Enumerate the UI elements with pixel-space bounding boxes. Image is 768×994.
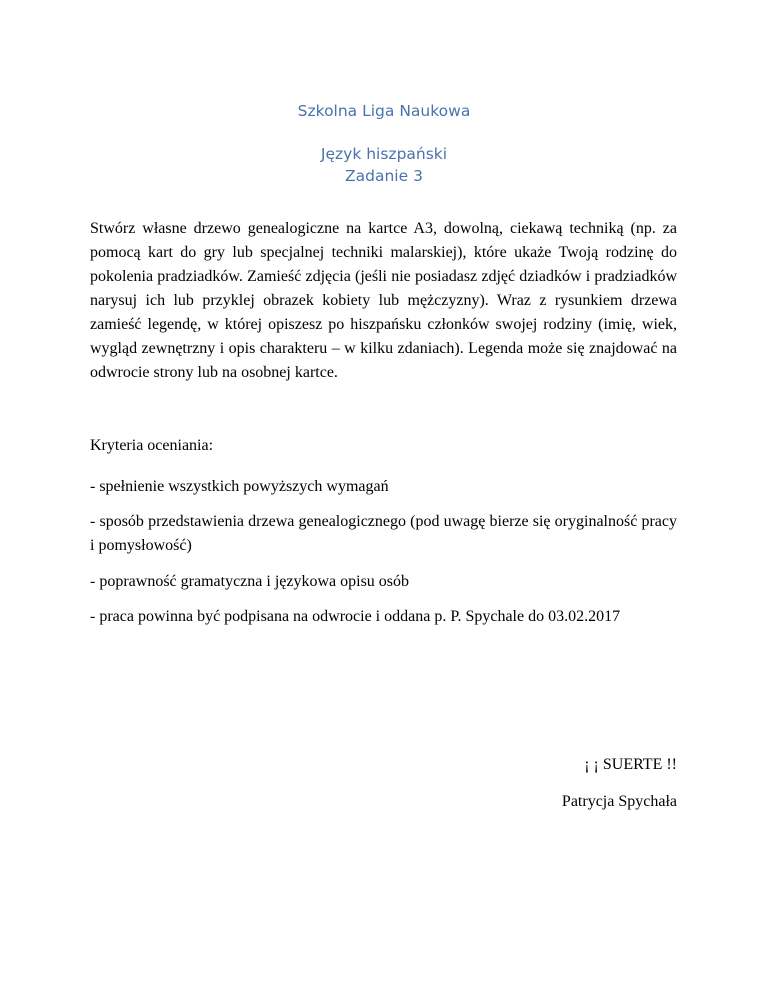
- task-heading: Zadanie 3: [345, 167, 423, 185]
- criteria-item: - praca powinna być podpisana na odwrocie i oddana p. P. Spychale do 03.02.2017: [90, 608, 621, 625]
- subject-heading: Język hiszpański: [320, 145, 448, 163]
- document-title: Szkolna Liga Naukowa: [297, 102, 471, 120]
- criteria-item: - sposób przedstawienia drzewa genealogicznego (pod uwagę bierze się oryginalność pracy i pomysłowość): [90, 513, 677, 554]
- criteria-heading: Kryteria oceniania:: [90, 437, 214, 454]
- author-signature: Patrycja Spychała: [561, 793, 677, 810]
- good-luck-text: ¡ ¡ SUERTE !!: [584, 756, 677, 773]
- criteria-item: - spełnienie wszystkich powyższych wymagań: [90, 478, 389, 495]
- criteria-item: - poprawność gramatyczna i językowa opisu osób: [90, 573, 410, 590]
- instructions-paragraph: Stwórz własne drzewo genealogiczne na kartce A3, dowolną, ciekawą techniką (np. za pomocą kart do gry lub specjalnej techniki malarskiej), które ukaże Twoją rodzinę do pokolenia pradziadków. Zamieść zdjęcia (jeśli nie posiadasz zdjęć dziadków i pradziadków narysuj ich lub przyklej obrazek kobiety lub mężczyzny). Wraz z rysunkiem drzewa zamieść legendę, w której opiszesz po hiszpańsku członków swojej rodziny (imię, wiek, wygląd zewnętrzny i opis charakteru – w kilku zdaniach). Legenda może się znajdować na odwrocie strony lub na osobnej kartce.: [90, 220, 677, 381]
